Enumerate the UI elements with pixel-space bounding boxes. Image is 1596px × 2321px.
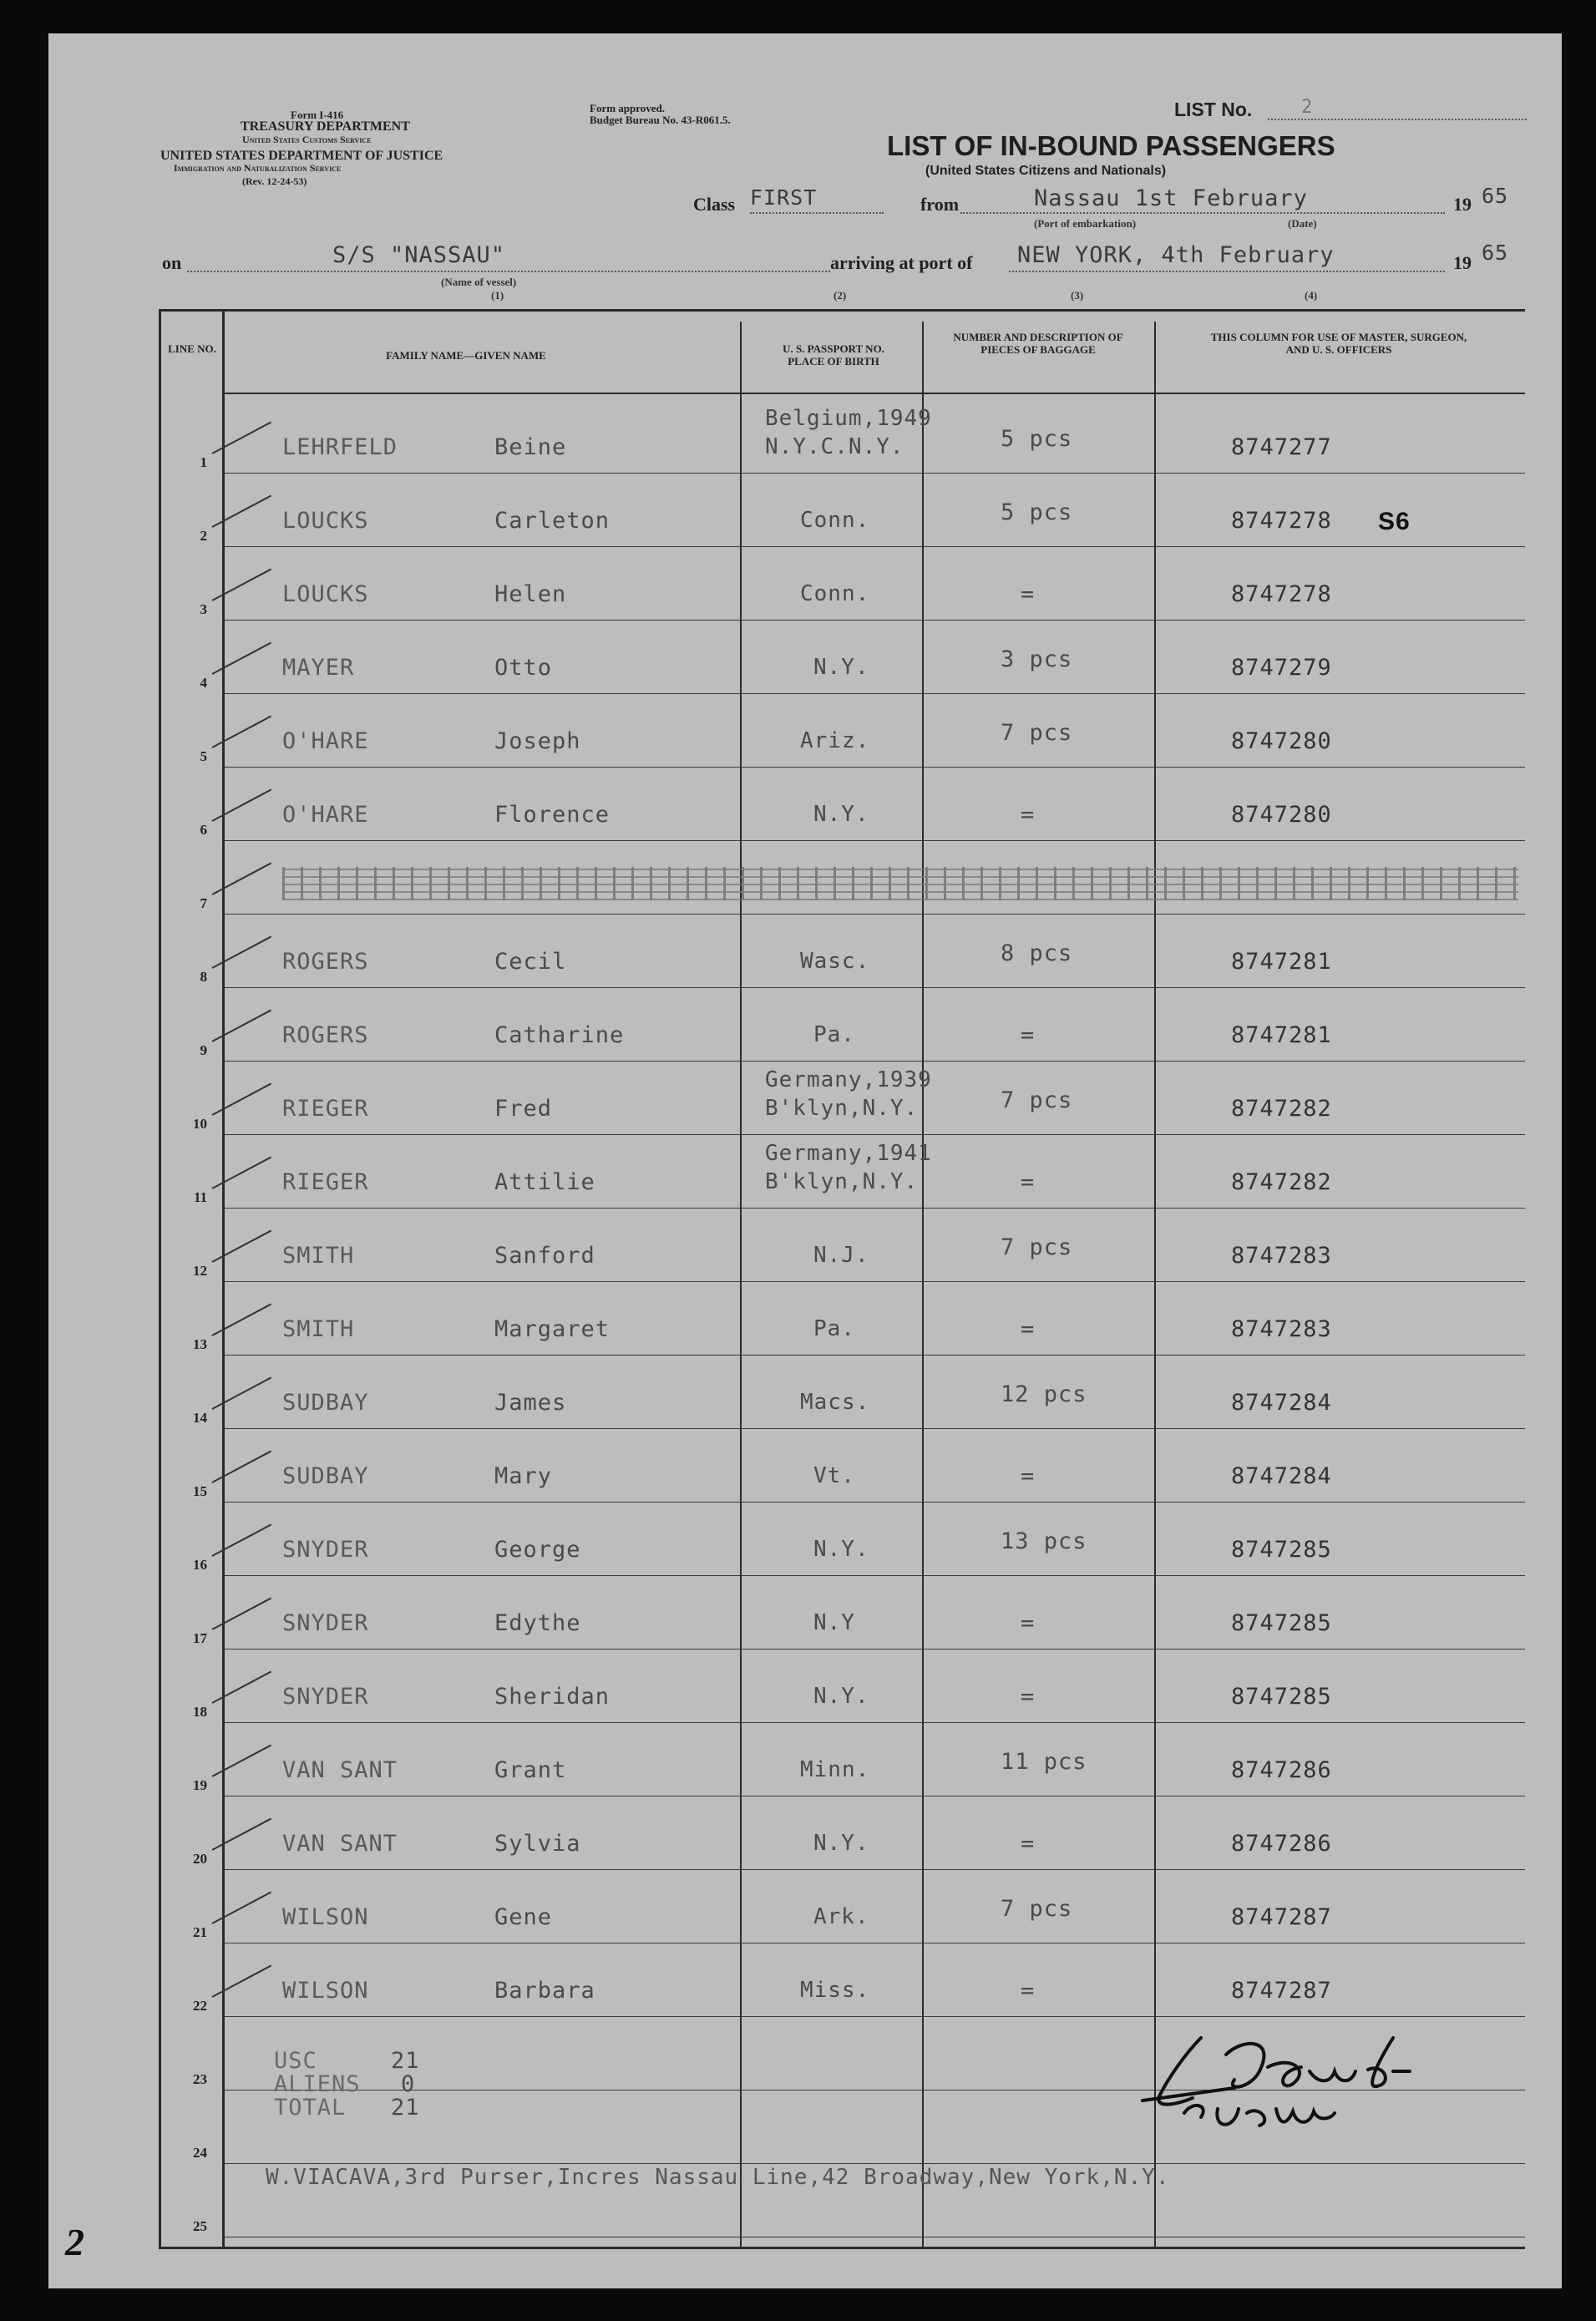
birth-place: B'klyn,N.Y. [765, 1169, 919, 1194]
page-title: LIST OF IN-BOUND PASSENGERS [887, 130, 1335, 161]
officer-number: 8747281 [1231, 1022, 1332, 1048]
family-name: SNYDER [282, 1684, 369, 1710]
given-name: Sanford [494, 1243, 595, 1269]
officer-number: 8747282 [1231, 1096, 1332, 1122]
line-number: 25 [193, 2218, 207, 2234]
family-name: ROGERS [282, 949, 369, 975]
row-rule [222, 987, 1525, 988]
table-row [48, 1944, 1562, 2018]
officer-number: 8747280 [1231, 728, 1332, 754]
given-name: James [494, 1390, 567, 1416]
line-number: 18 [193, 1704, 207, 1720]
table-row [48, 989, 1562, 1062]
baggage: = [1021, 1684, 1036, 1710]
margin-mark: 2 [65, 2221, 84, 2263]
usc-label: USC [274, 2048, 317, 2074]
birth-place: N.Y. [813, 802, 869, 827]
row-rule [222, 914, 1525, 915]
table-row [48, 1430, 1562, 1503]
given-name: Helen [494, 581, 567, 607]
baggage: 3 pcs [1001, 646, 1073, 672]
baggage: 11 pcs [1001, 1749, 1087, 1775]
vessel-name: S/S "NASSAU" [332, 242, 506, 268]
line-number: 7 [200, 895, 207, 911]
check-mark [212, 1010, 272, 1042]
check-mark [212, 495, 272, 528]
table-bottom-border [159, 2247, 1525, 2249]
baggage: 5 pcs [1001, 499, 1073, 525]
table-row [48, 1356, 1562, 1430]
row-rule [222, 1649, 1525, 1650]
check-mark [212, 716, 272, 748]
family-name: SNYDER [282, 1610, 369, 1636]
passenger-rows [48, 401, 1562, 2247]
birth-place-detail: Germany,1939 [765, 1067, 932, 1092]
row-rule [222, 1061, 1525, 1062]
vessel-caption: (Name of vessel) [441, 276, 517, 288]
line-number: 4 [200, 675, 207, 691]
row-rule [222, 1355, 1525, 1356]
from-value: Nassau 1st February [1034, 185, 1308, 211]
table-row [48, 915, 1562, 989]
on-label: on [162, 252, 182, 273]
family-name: LOUCKS [282, 508, 369, 534]
birth-place: Miss. [800, 1978, 870, 2003]
line-number: 6 [200, 822, 207, 838]
given-name: Otto [494, 655, 553, 681]
total-label: TOTAL [274, 2095, 347, 2121]
officer-number: 8747285 [1231, 1610, 1332, 1636]
birth-place-detail: Belgium,1949 [765, 406, 932, 431]
check-mark [212, 1598, 272, 1630]
birth-place: Conn. [800, 581, 870, 606]
row-rule [222, 1208, 1525, 1209]
table-row [48, 474, 1562, 548]
row-rule [222, 693, 1525, 694]
birth-place: N.J. [813, 1243, 869, 1268]
officer-number: 8747287 [1231, 1904, 1332, 1930]
revision-date: (Rev. 12-24-53) [242, 175, 307, 187]
baggage: 7 pcs [1001, 720, 1073, 746]
officer-number: 8747284 [1231, 1390, 1332, 1416]
form-approved: Form approved. [590, 102, 666, 114]
purser-line: W.VIACAVA,3rd Purser,Incres Nassau Line,42 Broadway,New York,N.Y. [266, 2165, 1170, 2190]
birth-place: Vt. [813, 1463, 855, 1488]
usc-value: 21 [391, 2048, 420, 2074]
line-number: 16 [193, 1557, 207, 1573]
baggage: = [1021, 802, 1036, 828]
officer-number: 8747278 [1231, 581, 1332, 607]
officer-number: 8747283 [1231, 1316, 1332, 1342]
officer-number: 8747281 [1231, 949, 1332, 975]
list-no-label: LIST No. [1174, 99, 1253, 120]
class-value: FIRST [750, 185, 818, 210]
officer-number: 8747286 [1231, 1757, 1332, 1783]
row-rule [222, 620, 1525, 621]
family-name: O'HARE [282, 728, 369, 754]
family-name: LOUCKS [282, 581, 369, 607]
row-rule [222, 1502, 1525, 1503]
birth-place: Ariz. [800, 728, 870, 753]
check-mark [212, 1083, 272, 1116]
officer-number: 8747285 [1231, 1684, 1332, 1710]
birth-place: N.Y.C.N.Y. [765, 434, 904, 459]
baggage: 7 pcs [1001, 1087, 1073, 1113]
family-name: WILSON [282, 1904, 369, 1930]
table-row [48, 768, 1562, 842]
officer-number: 8747287 [1231, 1978, 1332, 2004]
birth-place: B'klyn,N.Y. [765, 1096, 919, 1121]
arriving-year-prefix: 19 [1453, 252, 1472, 273]
given-name: George [494, 1537, 581, 1563]
check-mark [212, 1892, 272, 1924]
given-name: Mary [494, 1463, 553, 1489]
row-rule [222, 1428, 1525, 1429]
check-mark [212, 1451, 272, 1483]
check-mark [212, 1818, 272, 1851]
family-name: WILSON [282, 1978, 369, 2004]
line-number: 9 [200, 1042, 207, 1058]
officer-number: 8747283 [1231, 1243, 1332, 1269]
column-number-1: (1) [491, 289, 504, 302]
line-number: 12 [193, 1263, 207, 1279]
row-rule [222, 1722, 1525, 1723]
baggage: = [1021, 1463, 1036, 1489]
aliens-value: 0 [401, 2071, 416, 2097]
line-number: 11 [193, 1189, 207, 1205]
line-number: 3 [200, 601, 207, 617]
baggage: 13 pcs [1001, 1528, 1087, 1554]
table-row [48, 621, 1562, 695]
col-header-name: FAMILY NAME—GIVEN NAME [386, 349, 546, 362]
check-mark [212, 1157, 272, 1189]
check-mark [212, 863, 272, 895]
officer-number: 8747286 [1231, 1831, 1332, 1857]
col-header-officers: THIS COLUMN FOR USE OF MASTER, SURGEON, AND U. S. OFFICERS [1210, 331, 1467, 356]
family-name: SUDBAY [282, 1390, 369, 1416]
birth-place: Pa. [813, 1022, 855, 1047]
row-rule [222, 767, 1525, 768]
ins-service: Immigration and Naturalization Service [174, 162, 342, 174]
arriving-year: 65 [1482, 241, 1509, 265]
birth-place: Pa. [813, 1316, 855, 1341]
date-caption: (Date) [1288, 217, 1317, 230]
customs-service: United States Customs Service [242, 134, 372, 145]
birth-place: N.Y [813, 1610, 855, 1635]
struck-out-entry [282, 867, 1518, 900]
check-mark [212, 1377, 272, 1410]
given-name: Sheridan [494, 1684, 611, 1710]
from-year-prefix: 19 [1453, 194, 1472, 215]
family-name: SMITH [282, 1243, 355, 1269]
baggage: = [1021, 1610, 1036, 1636]
row-rule [222, 546, 1525, 547]
check-mark [212, 789, 272, 822]
row-note: S6 [1378, 508, 1411, 535]
list-no-line [1268, 119, 1527, 120]
birth-place: N.Y. [813, 655, 869, 680]
given-name: Gene [494, 1904, 553, 1930]
check-mark [212, 1524, 272, 1557]
birth-place: N.Y. [813, 1831, 869, 1856]
birth-place: Macs. [800, 1390, 870, 1415]
from-line [960, 212, 1445, 214]
family-name: ROGERS [282, 1022, 369, 1048]
line-number: 5 [200, 748, 207, 764]
birth-place: N.Y. [813, 1537, 869, 1562]
table-row [48, 1724, 1562, 1797]
table-row [48, 1209, 1562, 1283]
table-row [48, 1283, 1562, 1356]
col-header-baggage: NUMBER AND DESCRIPTION OF PIECES OF BAGGAGE [953, 331, 1123, 356]
line-number: 13 [193, 1336, 207, 1352]
page-subtitle: (United States Citizens and Nationals) [925, 164, 1167, 178]
line-number: 23 [193, 2071, 207, 2087]
list-no-value: 2 [1301, 97, 1314, 118]
given-name: Catharine [494, 1022, 625, 1048]
treasury-dept: TREASURY DEPARTMENT [241, 119, 410, 134]
officer-number: 8747279 [1231, 655, 1332, 681]
line-number: 20 [193, 1851, 207, 1867]
line-number: 22 [193, 1998, 207, 2014]
line-number: 2 [200, 528, 207, 544]
row-rule [222, 2163, 1525, 2164]
family-name: SUDBAY [282, 1463, 369, 1489]
check-mark [212, 642, 272, 675]
table-row [48, 548, 1562, 621]
column-number-2: (2) [833, 289, 847, 302]
table-row [48, 842, 1562, 915]
table-row [48, 1503, 1562, 1577]
birth-place: Ark. [813, 1904, 869, 1929]
table-row [48, 401, 1562, 474]
budget-bureau: Budget Bureau No. 43-R061.5. [590, 114, 731, 126]
given-name: Joseph [494, 728, 581, 754]
line-number: 15 [193, 1483, 207, 1499]
class-label: Class [693, 194, 736, 215]
birth-place-detail: Germany,1941 [765, 1141, 932, 1166]
justice-dept: UNITED STATES DEPARTMENT OF JUSTICE [160, 149, 443, 163]
family-name: SMITH [282, 1316, 355, 1342]
manifest-sheet [48, 33, 1562, 2288]
officer-number: 8747284 [1231, 1463, 1332, 1489]
check-mark [212, 1965, 272, 1998]
arriving-value: NEW YORK, 4th February [1017, 242, 1335, 268]
table-row [48, 1871, 1562, 1944]
from-year: 65 [1482, 184, 1509, 208]
from-label: from [920, 194, 960, 215]
given-name: Grant [494, 1757, 567, 1783]
row-rule [222, 1869, 1525, 1870]
check-mark [212, 569, 272, 601]
row-rule [222, 1575, 1525, 1576]
given-name: Sylvia [494, 1831, 581, 1857]
baggage: 5 pcs [1001, 426, 1073, 452]
check-mark [212, 936, 272, 969]
baggage: 7 pcs [1001, 1896, 1073, 1922]
vessel-line [187, 271, 830, 272]
baggage: = [1021, 1022, 1036, 1048]
row-rule [222, 473, 1525, 474]
form-number: Form I-416 [291, 109, 344, 121]
baggage: = [1021, 1978, 1036, 2004]
given-name: Attilie [494, 1169, 595, 1195]
row-rule [222, 840, 1525, 841]
birth-place: Minn. [800, 1757, 870, 1782]
line-number: 17 [193, 1630, 207, 1646]
baggage: = [1021, 1831, 1036, 1857]
column-number-3: (3) [1071, 289, 1084, 302]
header-bottom-rule [222, 393, 1525, 394]
row-rule [222, 1134, 1525, 1135]
check-mark [212, 1745, 272, 1777]
birth-place: Wasc. [800, 949, 870, 974]
officer-number: 8747282 [1231, 1169, 1332, 1195]
line-number: 8 [200, 969, 207, 985]
aliens-label: ALIENS [274, 2071, 361, 2097]
family-name: MAYER [282, 655, 355, 681]
family-name: SNYDER [282, 1537, 369, 1563]
row-rule [222, 2016, 1525, 2017]
officer-number: 8747280 [1231, 802, 1332, 828]
family-name: VAN SANT [282, 1757, 398, 1783]
total-value: 21 [391, 2095, 420, 2121]
col-header-passport: U. S. PASSPORT NO. PLACE OF BIRTH [783, 342, 884, 367]
baggage: = [1021, 581, 1036, 607]
check-mark [212, 422, 272, 454]
baggage: 8 pcs [1001, 940, 1073, 966]
given-name: Florence [494, 802, 611, 828]
line-number: 19 [193, 1777, 207, 1793]
table-row [48, 1136, 1562, 1209]
table-row [48, 1062, 1562, 1136]
line-number: 24 [193, 2145, 207, 2161]
table-row [48, 695, 1562, 768]
baggage: = [1021, 1169, 1036, 1195]
officer-number: 8747278 [1231, 508, 1332, 534]
check-mark [212, 1304, 272, 1336]
arriving-line [1009, 271, 1445, 272]
officer-signature [1134, 2021, 1535, 2138]
line-number: 14 [193, 1410, 207, 1426]
birth-place: N.Y. [813, 1684, 869, 1709]
given-name: Barbara [494, 1978, 595, 2004]
check-mark [212, 1671, 272, 1704]
given-name: Cecil [494, 949, 567, 975]
officer-number: 8747277 [1231, 434, 1332, 460]
family-name: LEHRFELD [282, 434, 398, 460]
family-name: O'HARE [282, 802, 369, 828]
baggage: 12 pcs [1001, 1381, 1087, 1407]
given-name: Margaret [494, 1316, 611, 1342]
table-row [48, 1797, 1562, 1871]
port-caption: (Port of embarkation) [1034, 217, 1137, 230]
col-header-line-no: LINE NO. [168, 342, 216, 355]
check-mark [212, 1230, 272, 1263]
class-line [750, 212, 884, 214]
table-row [48, 1650, 1562, 1724]
line-number: 21 [193, 1924, 207, 1940]
arriving-label: arriving at port of [830, 252, 973, 273]
officer-number: 8747285 [1231, 1537, 1332, 1563]
given-name: Beine [494, 434, 567, 460]
baggage: = [1021, 1316, 1036, 1342]
row-rule [222, 1281, 1525, 1282]
baggage: 7 pcs [1001, 1234, 1073, 1260]
given-name: Edythe [494, 1610, 581, 1636]
family-name: RIEGER [282, 1169, 369, 1195]
given-name: Fred [494, 1096, 553, 1122]
line-number: 1 [200, 454, 207, 470]
line-number: 10 [193, 1116, 207, 1132]
column-number-4: (4) [1305, 289, 1318, 302]
family-name: RIEGER [282, 1096, 369, 1122]
birth-place: Conn. [800, 508, 870, 533]
family-name: VAN SANT [282, 1831, 398, 1857]
table-row [48, 1577, 1562, 1650]
table-top-border [159, 309, 1525, 312]
given-name: Carleton [494, 508, 611, 534]
